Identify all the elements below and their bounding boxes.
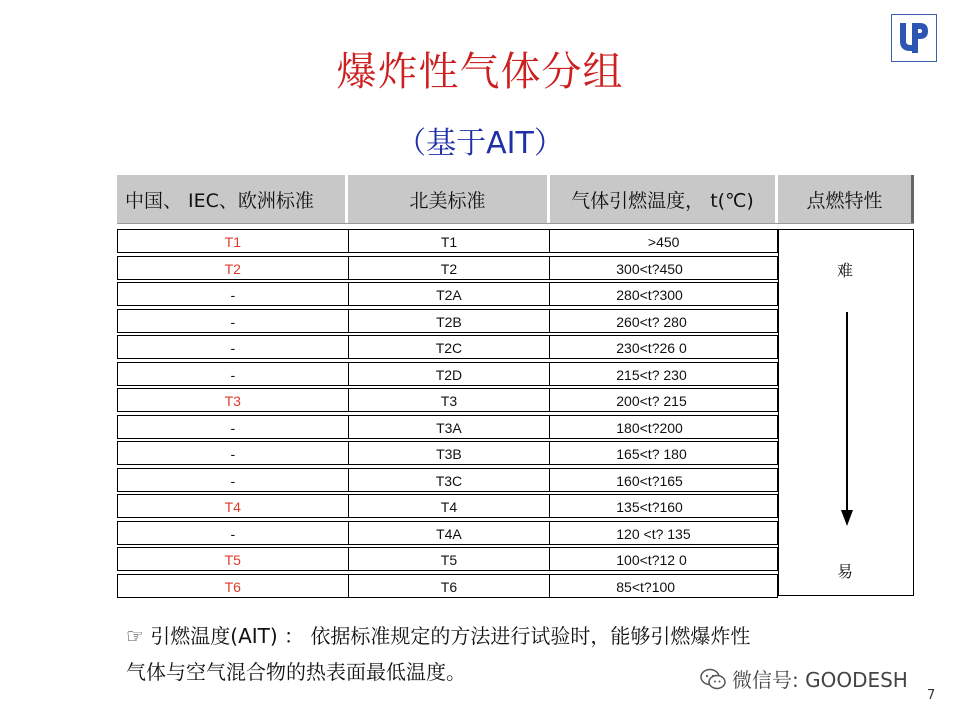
watermark-text: 微信号: GOODESH: [732, 668, 908, 692]
cell-ignition-temp: 300<t?450: [549, 256, 777, 280]
cell-north-america: T2: [348, 256, 550, 280]
cell-cn-iec-eu: -: [117, 335, 348, 359]
pointing-hand-icon: ☞: [126, 624, 144, 648]
note-line-2: 气体与空气混合物的热表面最低温度。: [126, 660, 466, 684]
cell-ignition-temp: 85<t?100: [549, 574, 777, 598]
cell-north-america: T3B: [348, 441, 550, 465]
cell-ignition-temp: 260<t? 280: [549, 309, 777, 333]
cell-cn-iec-eu: T6: [117, 574, 348, 598]
header-north-america: 北美标准: [348, 175, 550, 223]
cell-north-america: T3A: [348, 415, 550, 439]
header-ignition-property: 点燃特性: [778, 175, 914, 223]
cell-ignition-temp: 160<t?165: [549, 468, 777, 492]
table-row: [117, 309, 778, 333]
wechat-watermark: [700, 664, 908, 693]
cell-cn-iec-eu: -: [117, 282, 348, 306]
cell-cn-iec-eu: -: [117, 521, 348, 545]
cell-cn-iec-eu: T5: [117, 547, 348, 571]
cell-north-america: T2D: [348, 362, 550, 386]
header-ignition-temp: 气体引燃温度， t(℃): [550, 175, 778, 223]
header-cn-iec-eu: 中国、 IEC、欧洲标准: [117, 175, 348, 223]
cell-cn-iec-eu: T4: [117, 494, 348, 518]
cell-ignition-temp: 230<t?26 0: [549, 335, 777, 359]
table-row: [117, 521, 778, 545]
cell-ignition-temp: 180<t?200: [549, 415, 777, 439]
easy-label: 易: [837, 562, 854, 581]
page-number: 7: [927, 688, 936, 703]
cell-north-america: T2A: [348, 282, 550, 306]
cell-cn-iec-eu: -: [117, 468, 348, 492]
hard-label: 难: [837, 261, 854, 280]
table-row: [117, 256, 778, 280]
cell-north-america: T2C: [348, 335, 550, 359]
ignition-property-column: [778, 229, 914, 596]
gas-group-table: [117, 175, 914, 595]
cell-north-america: T6: [348, 574, 550, 598]
table-row: [117, 362, 778, 386]
cell-cn-iec-eu: -: [117, 362, 348, 386]
table-body: [117, 229, 778, 600]
table-row: [117, 388, 778, 412]
cell-ignition-temp: 100<t?12 0: [549, 547, 777, 571]
table-header: [117, 175, 914, 224]
cell-cn-iec-eu: T3: [117, 388, 348, 412]
cell-north-america: T1: [348, 229, 550, 253]
cell-ignition-temp: 280<t?300: [549, 282, 777, 306]
page-subtitle: （基于AIT）: [396, 126, 564, 161]
table-row: [117, 468, 778, 492]
cell-north-america: T5: [348, 547, 550, 571]
table-row: [117, 441, 778, 465]
cell-cn-iec-eu: T2: [117, 256, 348, 280]
table-row: [117, 494, 778, 518]
cell-ignition-temp: >450: [549, 229, 777, 253]
cell-ignition-temp: 135<t?160: [549, 494, 777, 518]
table-row: [117, 415, 778, 439]
cell-north-america: T2B: [348, 309, 550, 333]
table-row: [117, 335, 778, 359]
cell-north-america: T4: [348, 494, 550, 518]
cell-ignition-temp: 215<t? 230: [549, 362, 777, 386]
table-row: [117, 547, 778, 571]
down-arrow-icon: [841, 312, 853, 527]
table-row: [117, 282, 778, 306]
table-row: [117, 574, 778, 598]
cell-ignition-temp: 200<t? 215: [549, 388, 777, 412]
cell-cn-iec-eu: -: [117, 441, 348, 465]
table-row: [117, 229, 778, 253]
cell-north-america: T4A: [348, 521, 550, 545]
page-title: 爆炸性气体分组: [336, 49, 624, 95]
wechat-icon: [700, 668, 726, 690]
note-line-1: ☞ 引燃温度(AIT) ： 依据标准规定的方法进行试验时，能够引燃爆炸性: [126, 624, 751, 648]
cell-cn-iec-eu: T1: [117, 229, 348, 253]
cell-north-america: T3C: [348, 468, 550, 492]
cell-cn-iec-eu: -: [117, 309, 348, 333]
cell-north-america: T3: [348, 388, 550, 412]
cell-cn-iec-eu: -: [117, 415, 348, 439]
cell-ignition-temp: 165<t? 180: [549, 441, 777, 465]
cell-ignition-temp: 120 <t? 135: [549, 521, 777, 545]
